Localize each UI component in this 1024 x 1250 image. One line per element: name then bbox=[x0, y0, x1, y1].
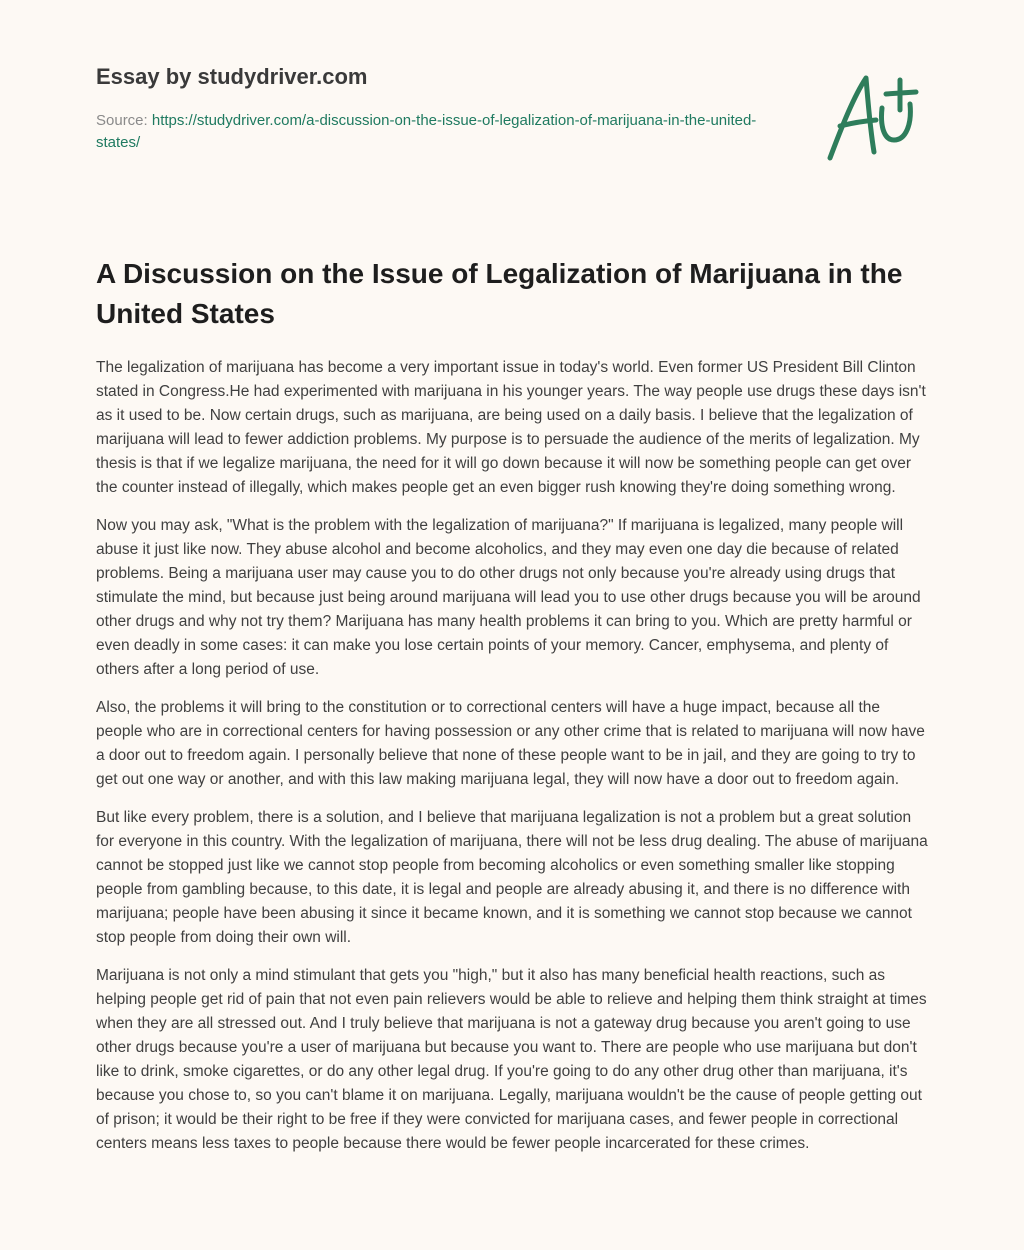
source-link[interactable]: https://studydriver.com/a-discussion-on-the-issue-of-legalization-of-marijuana-in-the-united-states/ bbox=[96, 112, 757, 151]
essay-article bbox=[96, 254, 928, 1170]
essay-paragraph: Now you may ask, "What is the problem with the legalization of marijuana?" If marijuana is legalized, many people will abuse it just like now. They abuse alcohol and become alcoholics, and they may even one day die because of related problems. Being a marijuana user may cause you to do other drugs not only because you're already using drugs that stimulate the mind, but because just being around marijuana will lead you to use other drugs because you will be around other drugs and why not try them? Marijuana has many health problems it can bring to you. Which are pretty harmful or even deadly in some cases: it can make you lose certain points of your memory. Cancer, emphysema, and plenty of others after a long period of use. bbox=[96, 517, 921, 678]
essay-title: A Discussion on the Issue of Legalization of Marijuana in the United States bbox=[96, 258, 903, 329]
source-line bbox=[96, 110, 776, 154]
essay-paragraph: Marijuana is not only a mind stimulant that gets you "high," but it also has many beneficial health reactions, such as helping people get rid of pain that not even pain relievers would be able to relieve and helping them think straight at times when they are all stressed out. And I truly believe that marijuana is not a gateway drug because you aren't going to use other drugs because you're a user of marijuana but because you want to. There are people who use marijuana but don't like to drink, smoke cigarettes, or do any other legal drug. If you're going to do any other drug other than marijuana, it's because you chose to, so you can't blame it on marijuana. Legally, marijuana wouldn't be the cause of people getting out of prison; it would be their right to be free if they were convicted for marijuana cases, and fewer people in correctional centers means less taxes to people because there would be fewer people incarcerated for these crimes. bbox=[96, 967, 927, 1152]
a-plus-logo-icon bbox=[820, 66, 930, 166]
essay-paragraph: The legalization of marijuana has become a very important issue in today's world. Even former US President Bill Clinton stated in Congress.He had experimented with marijuana in his younger years. The way people use drugs these days isn't as it used to be. Now certain drugs, such as marijuana, are being used on a daily basis. I believe that the legalization of marijuana will lead to fewer addiction problems. My purpose is to persuade the audience of the merits of legalization. My thesis is that if we legalize marijuana, the need for it will go down because it will now be something people can get over the counter instead of illegally, which makes people get an even bigger rush knowing they're doing something wrong. bbox=[96, 359, 926, 496]
a-plus-logo bbox=[820, 66, 930, 166]
page-header bbox=[96, 62, 776, 154]
source-label: Source: bbox=[96, 112, 152, 129]
essay-paragraph: But like every problem, there is a solution, and I believe that marijuana legalization is not a problem but a great solution for everyone in this country. With the legalization of marijuana, there will not be less drug dealing. The abuse of marijuana cannot be stopped just like we cannot stop people from becoming alcoholics or even something smaller like stopping people from gambling because, to this date, it is legal and people are already abusing it, and there is no difference with marijuana; people have been abusing it since it became known, and it is something we cannot stop because we cannot stop people from doing their own will. bbox=[96, 809, 928, 946]
site-title: Essay by studydriver.com bbox=[96, 64, 368, 89]
essay-paragraph: Also, the problems it will bring to the constitution or to correctional centers will have a huge impact, because all the people who are in correctional centers for having possession or any other crime that is related to marijuana will now have a door out to freedom again. I personally believe that none of these people want to be in jail, and they are going to try to get out one way or another, and with this law making marijuana legal, they will now have a door out to freedom again. bbox=[96, 699, 925, 788]
